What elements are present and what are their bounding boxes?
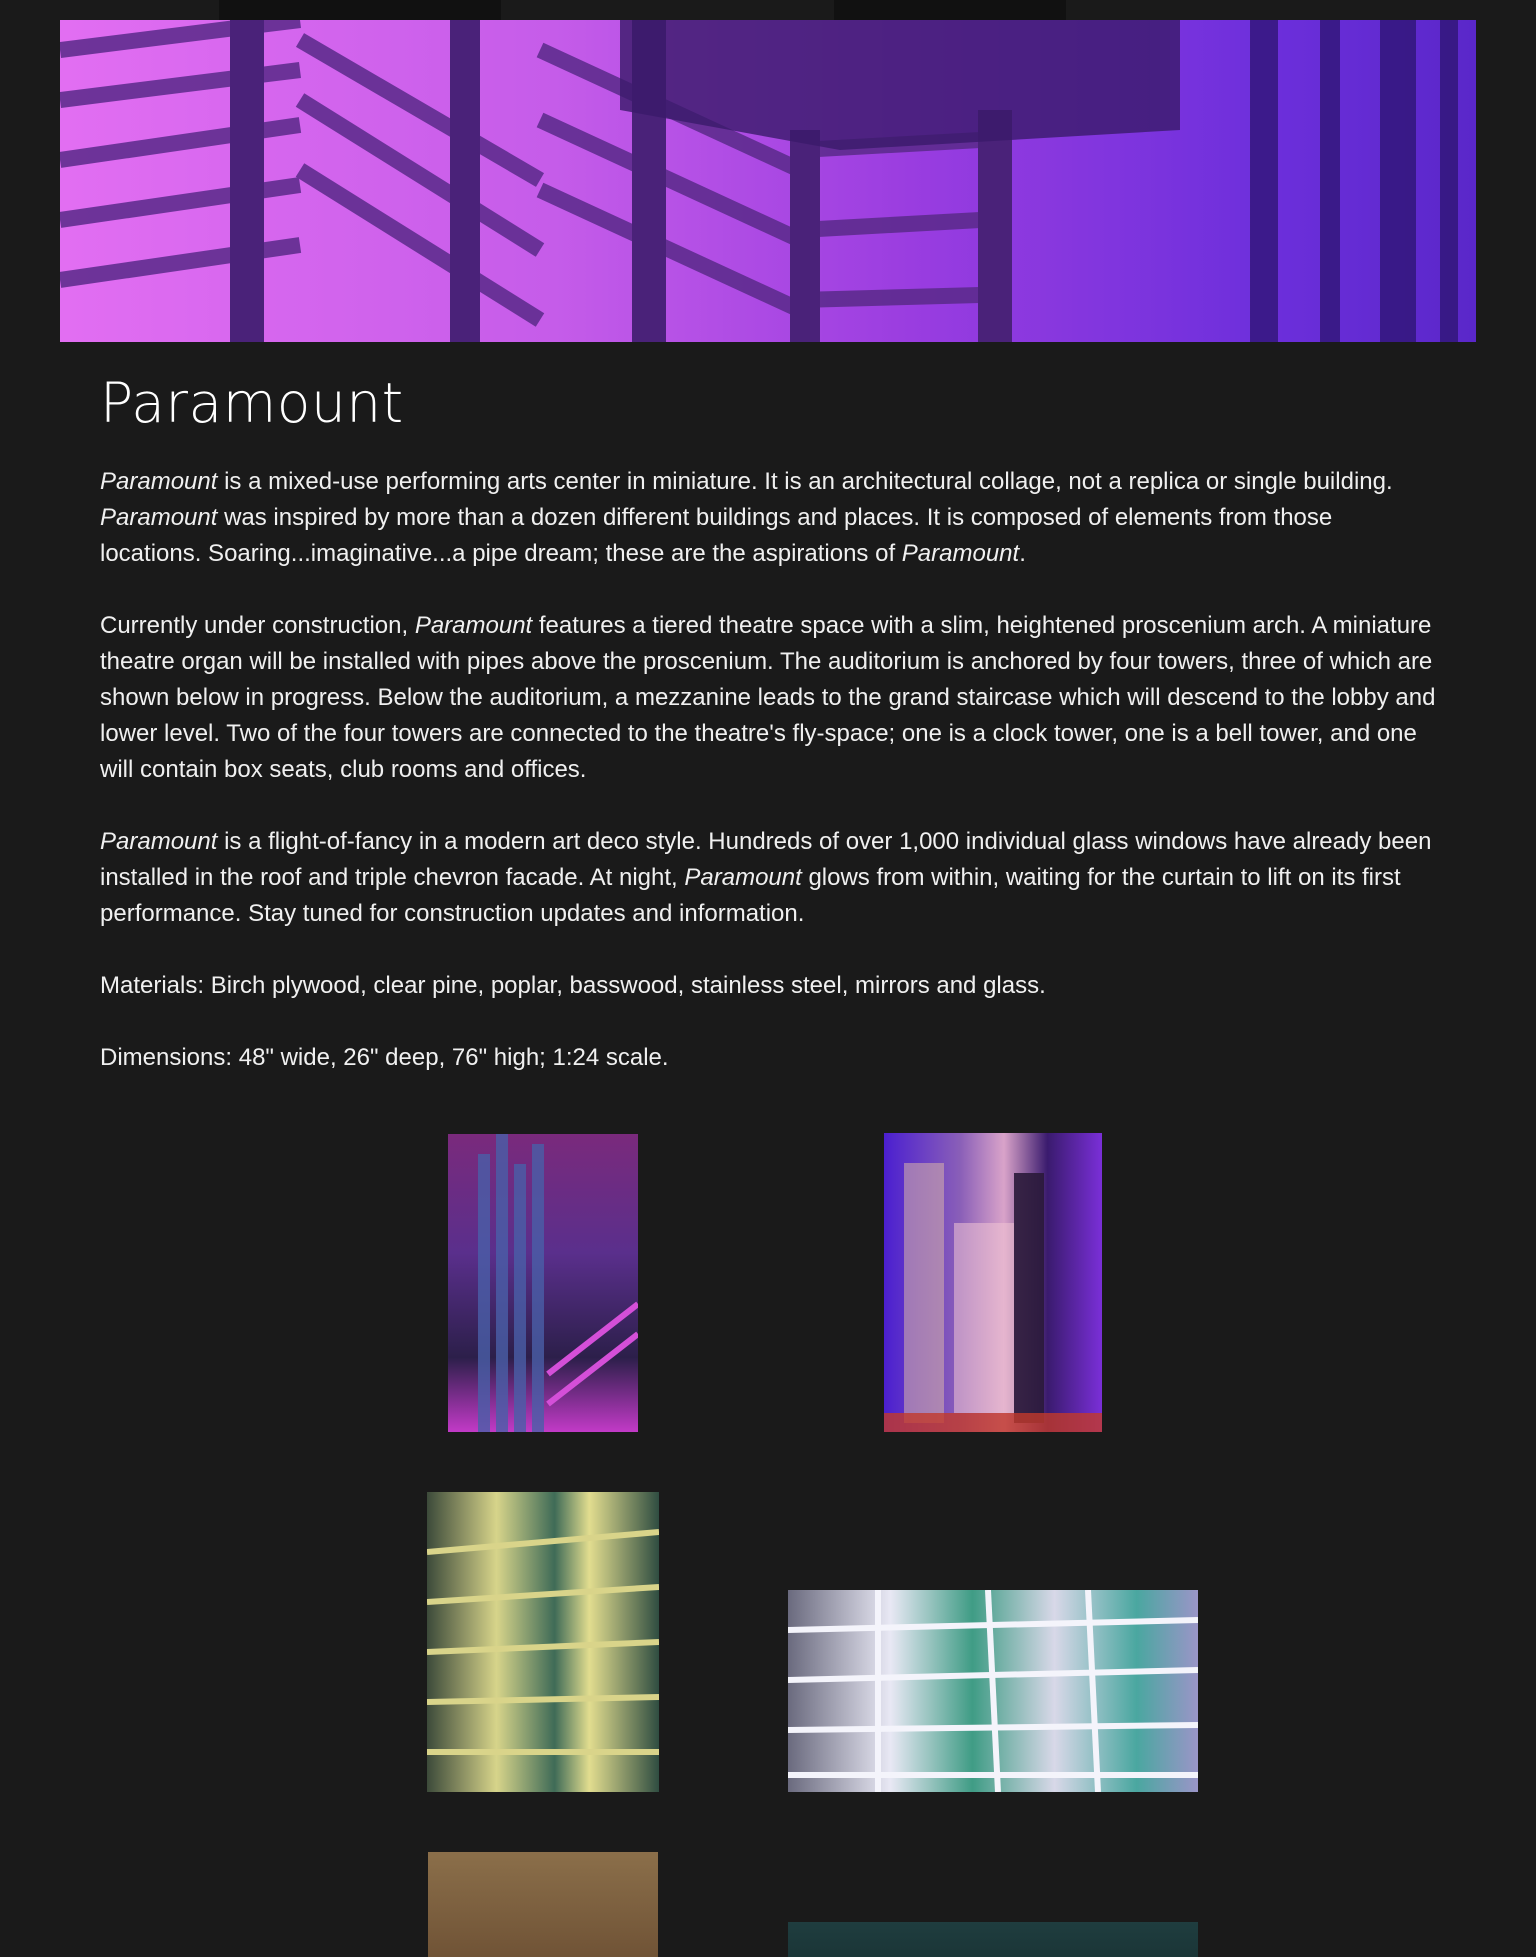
- dimensions-line: Dimensions: 48" wide, 26" deep, 76" high; 1:24 scale.: [100, 1044, 669, 1071]
- construction-paragraph: [100, 608, 1440, 788]
- materials-line: Materials: Birch plywood, clear pine, poplar, basswood, stainless steel, mirrors and glass.: [100, 972, 1046, 999]
- construction-text-1: Currently under construction,: [100, 612, 415, 639]
- intro-text-1: is a mixed-use performing arts center in miniature. It is an architectural collage, not a replica or single building.: [217, 468, 1393, 495]
- intro-text-2: was inspired by more than a dozen different buildings and places. It is composed of elements from those locations. Soaring...imaginative...a pipe dream; these are the aspirations of: [100, 504, 1333, 567]
- top-nav-tab-right[interactable]: [834, 0, 1066, 20]
- intro-paragraph: [100, 464, 1440, 572]
- intro-text-3: .: [1019, 540, 1026, 567]
- title-emphasis: Paramount: [100, 468, 218, 495]
- style-text-2: glows from within, waiting for the curtain to lift on its first performance. Stay tuned for construction updates and information.: [100, 864, 1401, 927]
- main-content: [100, 370, 1440, 1112]
- gallery-image-green-facade[interactable]: [427, 1492, 659, 1792]
- gallery-image-graphic: [427, 1492, 659, 1792]
- style-paragraph: [100, 824, 1440, 932]
- gallery-image-wood-model[interactable]: [428, 1852, 658, 1957]
- style-text-1: is a flight-of-fancy in a modern art deco style. Hundreds of over 1,000 individual glass windows have already been installed in the roof and triple chevron facade. At night,: [100, 828, 1432, 891]
- title-emphasis: Paramount: [100, 828, 218, 855]
- hero-banner-graphic: [60, 20, 1476, 342]
- description: [100, 464, 1440, 1076]
- gallery-image-white-windows[interactable]: [788, 1590, 1198, 1792]
- top-nav-tab-left[interactable]: [219, 0, 501, 20]
- construction-text-2: features a tiered theatre space with a slim, heightened proscenium arch. A miniature theatre organ will be installed with pipes above the proscenium. The auditorium is anchored by four towers, three of which are shown below in progress. Below the auditorium, a mezzanine leads to the grand staircase which will descend to the lobby and lower level. Two of the four towers are connected to the theatre's fly-space; one is a clock tower, one is a bell tower, and one will contain box seats, club rooms and offices.: [100, 612, 1436, 783]
- gallery-image-lit-model[interactable]: [884, 1133, 1102, 1432]
- title-emphasis: Paramount: [684, 864, 802, 891]
- gallery-image-graphic: [884, 1133, 1102, 1432]
- gallery-image-graphic: [448, 1134, 638, 1432]
- title-emphasis: Paramount: [901, 540, 1020, 567]
- title-emphasis: Paramount: [414, 612, 533, 639]
- gallery-image-tower-pipes[interactable]: [448, 1134, 638, 1432]
- hero-banner-image: [60, 20, 1476, 342]
- gallery-image-teal-interior[interactable]: [788, 1922, 1198, 1957]
- title-emphasis: Paramount: [100, 504, 218, 531]
- gallery-image-graphic: [788, 1590, 1198, 1792]
- page-title: Paramount: [100, 371, 404, 435]
